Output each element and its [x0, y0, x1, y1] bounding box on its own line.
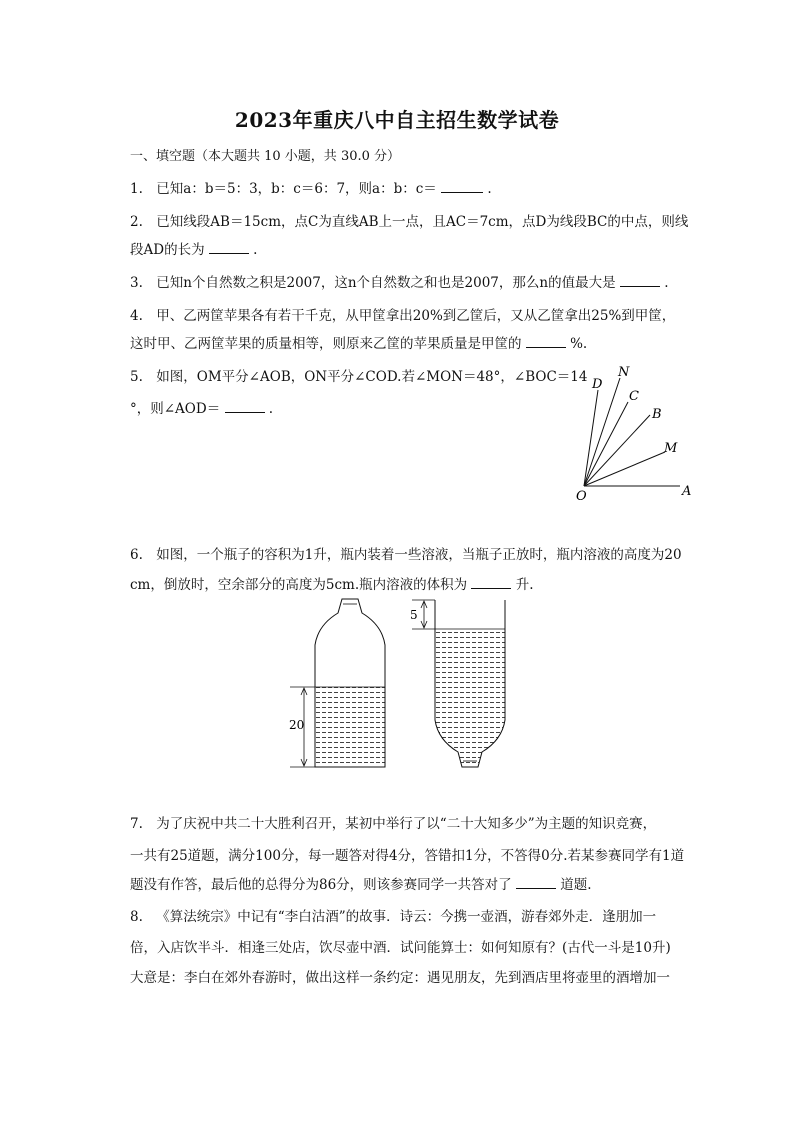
question-text: 为了庆祝中共二十大胜利召开，某初中举行了以“二十大知多少”为主题的知识竞赛， [156, 816, 657, 832]
question-number: 5. [130, 369, 143, 385]
question-7 [130, 812, 656, 832]
question-number: 7. [130, 816, 143, 832]
liquid-inverted [435, 629, 505, 767]
ray-on [584, 378, 620, 486]
question-end: . [487, 181, 492, 197]
question-2-cont [130, 238, 257, 258]
question-text: 如图，一个瓶子的容积为1升，瓶内装着一些溶液，当瓶子正放时，瓶内溶液的高度为20 [156, 547, 682, 563]
angle-diagram [560, 360, 710, 505]
page-title: 2023年重庆八中自主招生数学试卷 [234, 108, 560, 132]
question-text: 已知a：b＝5：3，b：c＝6：7，则a：b：c＝ [156, 181, 437, 197]
answer-blank[interactable] [516, 876, 556, 889]
question-6 [130, 543, 682, 563]
question-end: . [253, 242, 258, 258]
question-number: 8. [130, 909, 143, 925]
question-text: 已知n个自然数之积是2007，这n个自然数之和也是2007，那么n的值最大是 [156, 275, 616, 291]
answer-blank[interactable] [471, 576, 511, 589]
question-end: 升. [515, 577, 534, 593]
question-end: . [268, 401, 274, 417]
label-o: O [576, 489, 587, 504]
question-text: 题没有作答，最后他的总得分为86分，则该参赛同学一共答对了 [130, 877, 512, 893]
question-text: 大意是：李白在郊外春游时，做出这样一条约定：遇见朋友，先到酒店里将壶里的酒增加一 [130, 970, 670, 986]
question-text: 如图，OM平分∠AOB，ON平分∠COD.若∠MON＝48°，∠BOC＝14 [156, 369, 588, 385]
question-text: 已知线段AB＝15cm，点C为直线AB上一点，且AC＝7cm，点D为线段BC的中点，则线 [156, 214, 689, 230]
answer-blank[interactable] [441, 180, 483, 193]
question-number: 6. [130, 547, 143, 563]
question-7-cont-2 [130, 873, 592, 893]
question-2 [130, 210, 688, 230]
question-8-cont-2 [130, 966, 670, 986]
answer-blank[interactable] [225, 400, 265, 413]
question-6-cont [130, 573, 534, 593]
question-text: 倍，入店饮半斗．相逢三处店，饮尽壶中酒．试问能算士：如何知原有？(古代一斗是10升) [130, 940, 671, 956]
question-4 [130, 304, 675, 324]
question-text: °，则∠AOD＝ [130, 401, 221, 417]
question-text: cm，倒放时，空余部分的高度为5cm.瓶内溶液的体积为 [130, 577, 468, 593]
liquid-upright [315, 687, 385, 767]
question-end: %. [570, 336, 588, 352]
label-a: A [682, 484, 692, 499]
label-c: C [629, 389, 639, 404]
question-text: 《算法统宗》中记有“李白沽酒”的故事．诗云：今携一壶酒，游春郊外走．逢朋加一 [156, 909, 657, 925]
answer-blank[interactable] [526, 335, 566, 348]
upright-bottle [289, 599, 385, 767]
label-d: D [592, 377, 603, 392]
question-text: 这时甲、乙两筐苹果的质量相等，则原来乙筐的苹果质量是甲筐的 [130, 336, 522, 352]
dimension-label-5: 5 [410, 608, 418, 622]
ray-om [584, 452, 665, 486]
question-8-cont-1 [130, 936, 671, 956]
question-5-cont [130, 397, 273, 417]
bottle-diagram [280, 595, 520, 775]
question-end: 道题. [560, 877, 592, 893]
answer-blank[interactable] [620, 274, 660, 287]
ray-ob [584, 415, 650, 486]
section-heading: 一、填空题（本大题共 10 小题，共 30.0 分） [130, 149, 401, 164]
question-text: 甲、乙两筐苹果各有若干千克，从甲筐拿出20%到乙筐后，又从乙筐拿出25%到甲筐， [156, 308, 676, 324]
question-8 [130, 905, 656, 925]
label-m: M [664, 441, 678, 456]
question-5 [130, 365, 587, 385]
dimension-label-20: 20 [289, 718, 305, 732]
question-text: 段AD的长为 [130, 242, 205, 258]
question-number: 3. [130, 275, 143, 291]
question-3 [130, 271, 668, 291]
answer-blank[interactable] [209, 241, 249, 254]
question-1 [130, 177, 492, 197]
question-text: 一共有25道题，满分100分，每一题答对得4分，答错扣1分，不答得0分.若某参赛同学有1道 [130, 848, 685, 864]
label-n: N [618, 365, 630, 380]
question-4-cont [130, 332, 587, 352]
inverted-bottle [410, 600, 505, 767]
label-b: B [652, 407, 662, 422]
question-7-cont-1 [130, 844, 684, 864]
question-number: 4. [130, 308, 143, 324]
question-end: . [664, 275, 669, 291]
question-number: 2. [130, 214, 143, 230]
question-number: 1. [130, 181, 143, 197]
